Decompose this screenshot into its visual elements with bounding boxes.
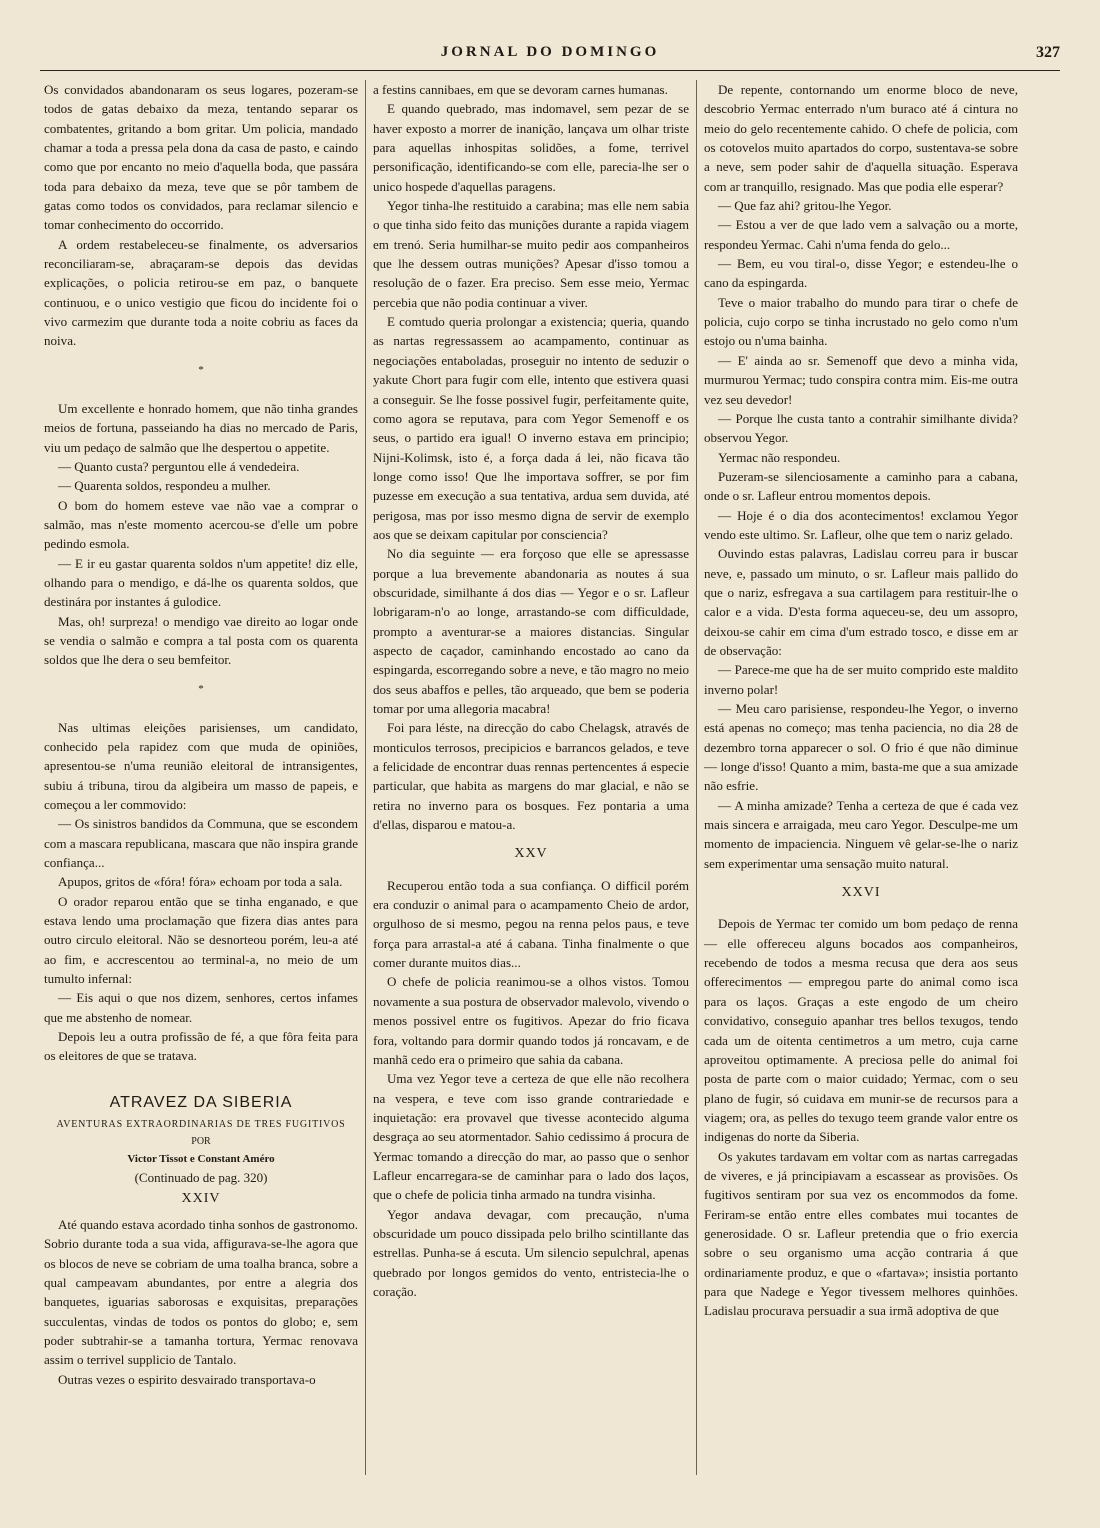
chapter-number: XXVI — [841, 885, 881, 901]
paragraph: Foi para léste, na direcção do cabo Chelagsk, através de monticulos terrosos, precipicios e barrancos gelados, e teve a felicidade de encontrar duas rennas pertencentes á especie particular, que habita as margens do mar glacial, e não se retira no inverno para os bosques. Fez pontaria a uma d'ellas, disparou e matou-a. — [373, 720, 689, 833]
paragraph: Yegor andava devagar, com precaução, n'uma obscuridade um pouco dissipada pelo brilho scintillante das estrellas. Punha-se á escuta. Um silencio sepulchral, apenas quebrado por longos gemidos do vento, entristecia-lhe o coração. — [373, 1206, 689, 1299]
paragraph: — Quarenta soldos, respondeu a mulher. — [58, 478, 271, 494]
paragraph: — E ir eu gastar quarenta soldos n'um appetite! diz elle, olhando para o mendigo, e dá-lhe os quarenta soldos, que destinára por instantes á gulodice. — [44, 555, 358, 610]
paragraph: Nas ultimas eleições parisienses, um candidato, conhecido pela rapidez com que muda de opiniões, apresentou-se n'uma reunião eleitoral de intransigentes, subiu á tribuna, tirou da algibeira um masso de papeis, e começou a ler commovido: — [44, 719, 358, 812]
paragraph: Puzeram-se silenciosamente a caminho para a cabana, onde o sr. Lafleur entrou momentos depois. — [704, 468, 1018, 504]
paragraph: Apupos, gritos de «fóra! fóra» echoam por toda a sala. — [58, 874, 343, 890]
paragraph: Os convidados abandonaram os seus logares, pozeram-se todos de gatas debaixo da meza, tentando separar os combatentes, gritando a bom gritar. Um policia, mandado chamar a toda a pressa pela dona da casa de pasto, e caindo como que por encanto no meio d'aquella boda, que passára toda para debaixo da meza, teve que se pôr tambem de gatas como todos os convidados, para reclamar silencio e tomar conhecimento do occorrido. — [44, 82, 358, 233]
paragraph: A ordem restabeleceu-se finalmente, os adversarios reconciliaram-se, abraçaram-se depois das devidas explicações, o policia retirou-se em paz, o banquete continuou, e o unico vestigio que ficou do incidente foi o vivo carmezim que durante toda a noite cobriu as faces da noiva. — [44, 236, 358, 349]
column-1 — [44, 80, 358, 1500]
paragraph: O orador reparou então que se tinha enganado, e que estava lendo uma proclamação que fizera dias antes para outro circulo eleitoral. Não se desnorteou porém, leu-a até ao fim, e accrescentou ao terminal-a, no meio de um tumulto infernal: — [44, 893, 358, 987]
paragraph: — Quanto custa? perguntou elle á vendedeira. — [58, 458, 300, 474]
paragraph: — Eis aqui o que nos dizem, senhores, certos infames que me abstenho de nomear. — [44, 990, 358, 1025]
paragraph: E comtudo queria prolongar a existencia; queria, quando as nartas regressassem ao acampamento, continuar as negociações entaboladas, proseguir no intento de seduzir o yakute Chort para fugir com elle, intento que estivera quasi a conseguir. Se lhe fosse possivel fugir, perfeitamente quite, como agora se reputava, para com Yegor Semenoff e os seus, o partido era igual! O inverno estava em principio; Nijni-Kolimsk, isto é, a força dada á lei, não ficava tão longe como isso! Que lhe importava soffrer, se por fim puzesse em execução a sua tentativa, ardua sem duvida, até perigosa, mas por isso mesmo digna de servir de exemplo aos que se deixam capitular por consciencia? — [373, 314, 689, 542]
paragraph: Ouvindo estas palavras, Ladislau correu para ir buscar neve, e, passado um minuto, o sr. Lafleur mais pallido do que o nariz, esfregava a sua cartilagem para restituir-lhe o calor e a vida. D'esta forma aqueceu-se, deu um assopro, deixou-se cahir em cima d'um estrado tosco, e disse em ar de observação: — [704, 546, 1018, 658]
serial-by: POR — [191, 1135, 211, 1147]
paragraph: — Hoje é o dia dos acontecimentos! exclamou Yegor vendo este ultimo. Sr. Lafleur, olhe que tem o nariz gelado. — [704, 507, 1018, 542]
column-divider — [696, 80, 697, 1475]
paragraph: Depois de Yermac ter comido um bom pedaço de renna — elle offereceu alguns bocados aos companheiros, recebendo de todos a mesma recusa que dera aos seus offerecimentos — empregou parte do animal como isca para os laços. Graças a este engodo de um cheiro convidativo, conseguio apanhar tres bellos texugos, tendo cada um de oitenta centimetros a um metro, cuja carne aproveitou optimamente. A preciosa pelle do animal foi posta de parte com o maior cuidado; Yermac, com o seu plano de fugir, só cuidava em munir-se de recursos para a viagem; ora, as pelles do texugo teem grande valor entre os indigenas do norte da Siberia. — [704, 916, 1018, 1145]
paragraph: Até quando estava acordado tinha sonhos de gastronomo. Sobrio durante toda a sua vida, affigurava-se-lhe agora que os blocos de neve se cobriam de uma toalha branca, sobre a qual campeavam abundantes, por entre a alegria dos banquetes, iguarias saborosas e exquisitas, preparações succulentas, vindas de todos os pontos do globo; e, sem poder subtrahir-se a tamanha tortura, Yermac renovava assim o terrivel supplicio de Tantalo. — [44, 1216, 358, 1368]
paragraph: E quando quebrado, mas indomavel, sem pezar de se haver exposto a morrer de inanição, lançava um olhar triste para aquellas inhospitas solidões, a fome, terrivel personificação, identificando-se com elle, parecia-lhe ser o unico hospede d'aquellas paragens. — [373, 101, 689, 194]
section-separator: * — [198, 363, 204, 376]
paragraph: De repente, contornando um enorme bloco de neve, descobrio Yermac enterrado n'um buraco até á cintura no meio do gelo recentemente cahido. O chefe de policia, com os cotovelos muito apartados do corpo, sustentava-se sobre a neve, sem poder sahir de d'aquella situação. Esperava com ar tranquillo, resignado. Mas que podia elle esperar? — [704, 82, 1018, 194]
chapter-number: XXV — [514, 846, 548, 862]
paragraph: Os yakutes tardavam em voltar com as nartas carregadas de viveres, e já principiavam a escassear as provisões. Os fugitivos sentiram por sua vez os encommodos da fome. Feriram-se então entre elles combates mui tocantes de generosidade. O sr. Lafleur pretendia que o frio exercia sobre o seu organismo uma acção contraria á que ordinariamente produz, e que o «fartava»; insistia portanto para que Nadege e Yegor tivessem melhores quinhões. Ladislau procurava persuadir a sua irmã adoptiva de que — [704, 1148, 1018, 1319]
paragraph: Yegor tinha-lhe restituido a carabina; mas elle nem sabia o que tinha sido feito das munições durante a rapida viagem em trenó. Seria humilhar-se muito pedir aos companheiros que lhe dessem outras munições? Apesar d'isso tomou a resolução de o fazer. Era preciso. Sem esse meio, Yermac percebia que não podia continuar a viver. — [373, 198, 689, 310]
paragraph: O chefe de policia reanimou-se a olhos vistos. Tomou novamente a sua postura de observador malevolo, vivendo o menos possivel entre os fugitivos. Apezar do frio ficava fora, voltando para dormir quando todos já roncavam, e de manhã cedo era o primeiro que sahia da cabana. — [373, 974, 689, 1067]
paragraph: Uma vez Yegor teve a certeza de que elle não recolhera na vespera, e teve com isso grande contrariedade e inquietação: era provavel que tivesse acontecido alguma desgraça ao seu atormentador. Sahio cedissimo á procura de Yermac tomando a direcção do mar, ao passo que o senhor Lafleur encarregara-se de caminhar para o lado dos laços, que o chefe de policia tinha armado na tundra visinha. — [373, 1071, 689, 1203]
paragraph: — Os sinistros bandidos da Communa, que se escondem com a mascara republicana, mascara que não inspira grande confiança... — [44, 816, 358, 871]
chapter-number: XXIV — [181, 1190, 221, 1206]
paragraph: Teve o maior trabalho do mundo para tirar o chefe de policia, cujo corpo se tinha incrustado no gelo como n'um estojo ou n'uma bainha. — [704, 294, 1018, 349]
page-number: 327 — [1036, 44, 1060, 61]
paragraph: — Estou a ver de que lado vem a salvação ou a morte, respondeu Yermac. Cahi n'uma fenda do gelo... — [704, 217, 1018, 252]
serial-title-block — [44, 1092, 358, 1209]
paragraph: No dia seguinte — era forçoso que elle se apressasse porque a lua brevemente abandonaria as noutes á sua obscuridade, similhante á dos dias — Yegor e o sr. Lafleur lobrigaram-n'o ao longe, arrastando-se com difficuldade, prompto a aventurar-se a maiores distancias. Singular aspecto de caçador, caminhando encostado ao cano da espingarda, escorregando sobre a neve, e tão magro no meio dos seus abaffos e pelles, tão arqueado, que bem se poderia tomar por uma allegoria macabra! — [373, 546, 689, 716]
paragraph: O bom do homem esteve vae não vae a comprar o salmão, mas n'este momento acercou-se d'elle um pobre pedindo esmola. — [44, 497, 358, 552]
paragraph: a festins cannibaes, em que se devoram carnes humanas. — [373, 82, 668, 97]
paragraph: — Que faz ahi? gritou-lhe Yegor. — [718, 198, 892, 214]
serial-subtitle: AVENTURAS EXTRAORDINARIAS DE TRES FUGITIVOS — [56, 1118, 346, 1130]
paragraph: Yermac não respondeu. — [718, 449, 841, 465]
column-2 — [373, 80, 689, 1500]
section-separator: * — [198, 682, 204, 695]
serial-authors: Victor Tissot e Constant Améro — [127, 1152, 275, 1165]
serial-title: ATRAVEZ DA SIBERIA — [109, 1093, 293, 1111]
paragraph: Outras vezes o espirito desvairado transportava-o — [58, 1371, 316, 1387]
page-header — [40, 40, 1060, 71]
journal-title: JORNAL DO DOMINGO — [440, 44, 660, 60]
paragraph: — Porque lhe custa tanto a contrahir similhante divida? observou Yegor. — [704, 410, 1018, 446]
paragraph: Mas, oh! surpreza! o mendigo vae direito ao logar onde se vendia o salmão e compra a tal posta com os quarenta soldos que lhe dera o seu bemfeitor. — [44, 613, 358, 668]
column-divider — [365, 80, 366, 1475]
paragraph: — A minha amizade? Tenha a certeza de que é cada vez mais sincera e arraigada, meu caro Yegor. Desculpe-me um momento de impaciencia. Ninguem vê gelar-se-lhe o nariz sem experimentar uma sensação muito natural. — [704, 797, 1018, 871]
paragraph: — Bem, eu vou tiral-o, disse Yegor; e estendeu-lhe o cano da espingarda. — [704, 256, 1018, 291]
paragraph: Recuperou então toda a sua confiança. O difficil porém era conduzir o animal para o acampamento Cheio de ardor, orgulhoso de si mesmo, pegou na renna pelos paus, e teve força para arrastal-a até á cabana. Tinha finalmente o que comer durante muitos dias... — [373, 877, 689, 971]
paragraph: Um excellente e honrado homem, que não tinha grandes meios de fortuna, passeiando ha dias no mercado de Paris, viu um pedaço de salmão que lhe despertou o appetite. — [44, 400, 358, 455]
paragraph: — Meu caro parisiense, respondeu-lhe Yegor, o inverno está apenas no começo; mas tenha paciencia, no dia 28 de dezembro torna apparecer o sol. O frio é que não diminue — longe d'isso! Quanto a mim, basta-me que a sua amizade não esfrie. — [704, 701, 1018, 794]
column-3 — [704, 80, 1018, 1500]
paragraph: Depois leu a outra profissão de fé, a que fôra feita para os eleitores de que se tratava. — [44, 1029, 358, 1064]
paragraph: — E' ainda ao sr. Semenoff que devo a minha vida, murmurou Yermac; tudo conspira contra mim. Eis-me outra vez seu devedor! — [704, 352, 1018, 407]
serial-continued: (Continuado de pag. 320) — [134, 1169, 268, 1185]
paragraph: — Parece-me que ha de ser muito comprido este maldito inverno polar! — [704, 662, 1018, 697]
